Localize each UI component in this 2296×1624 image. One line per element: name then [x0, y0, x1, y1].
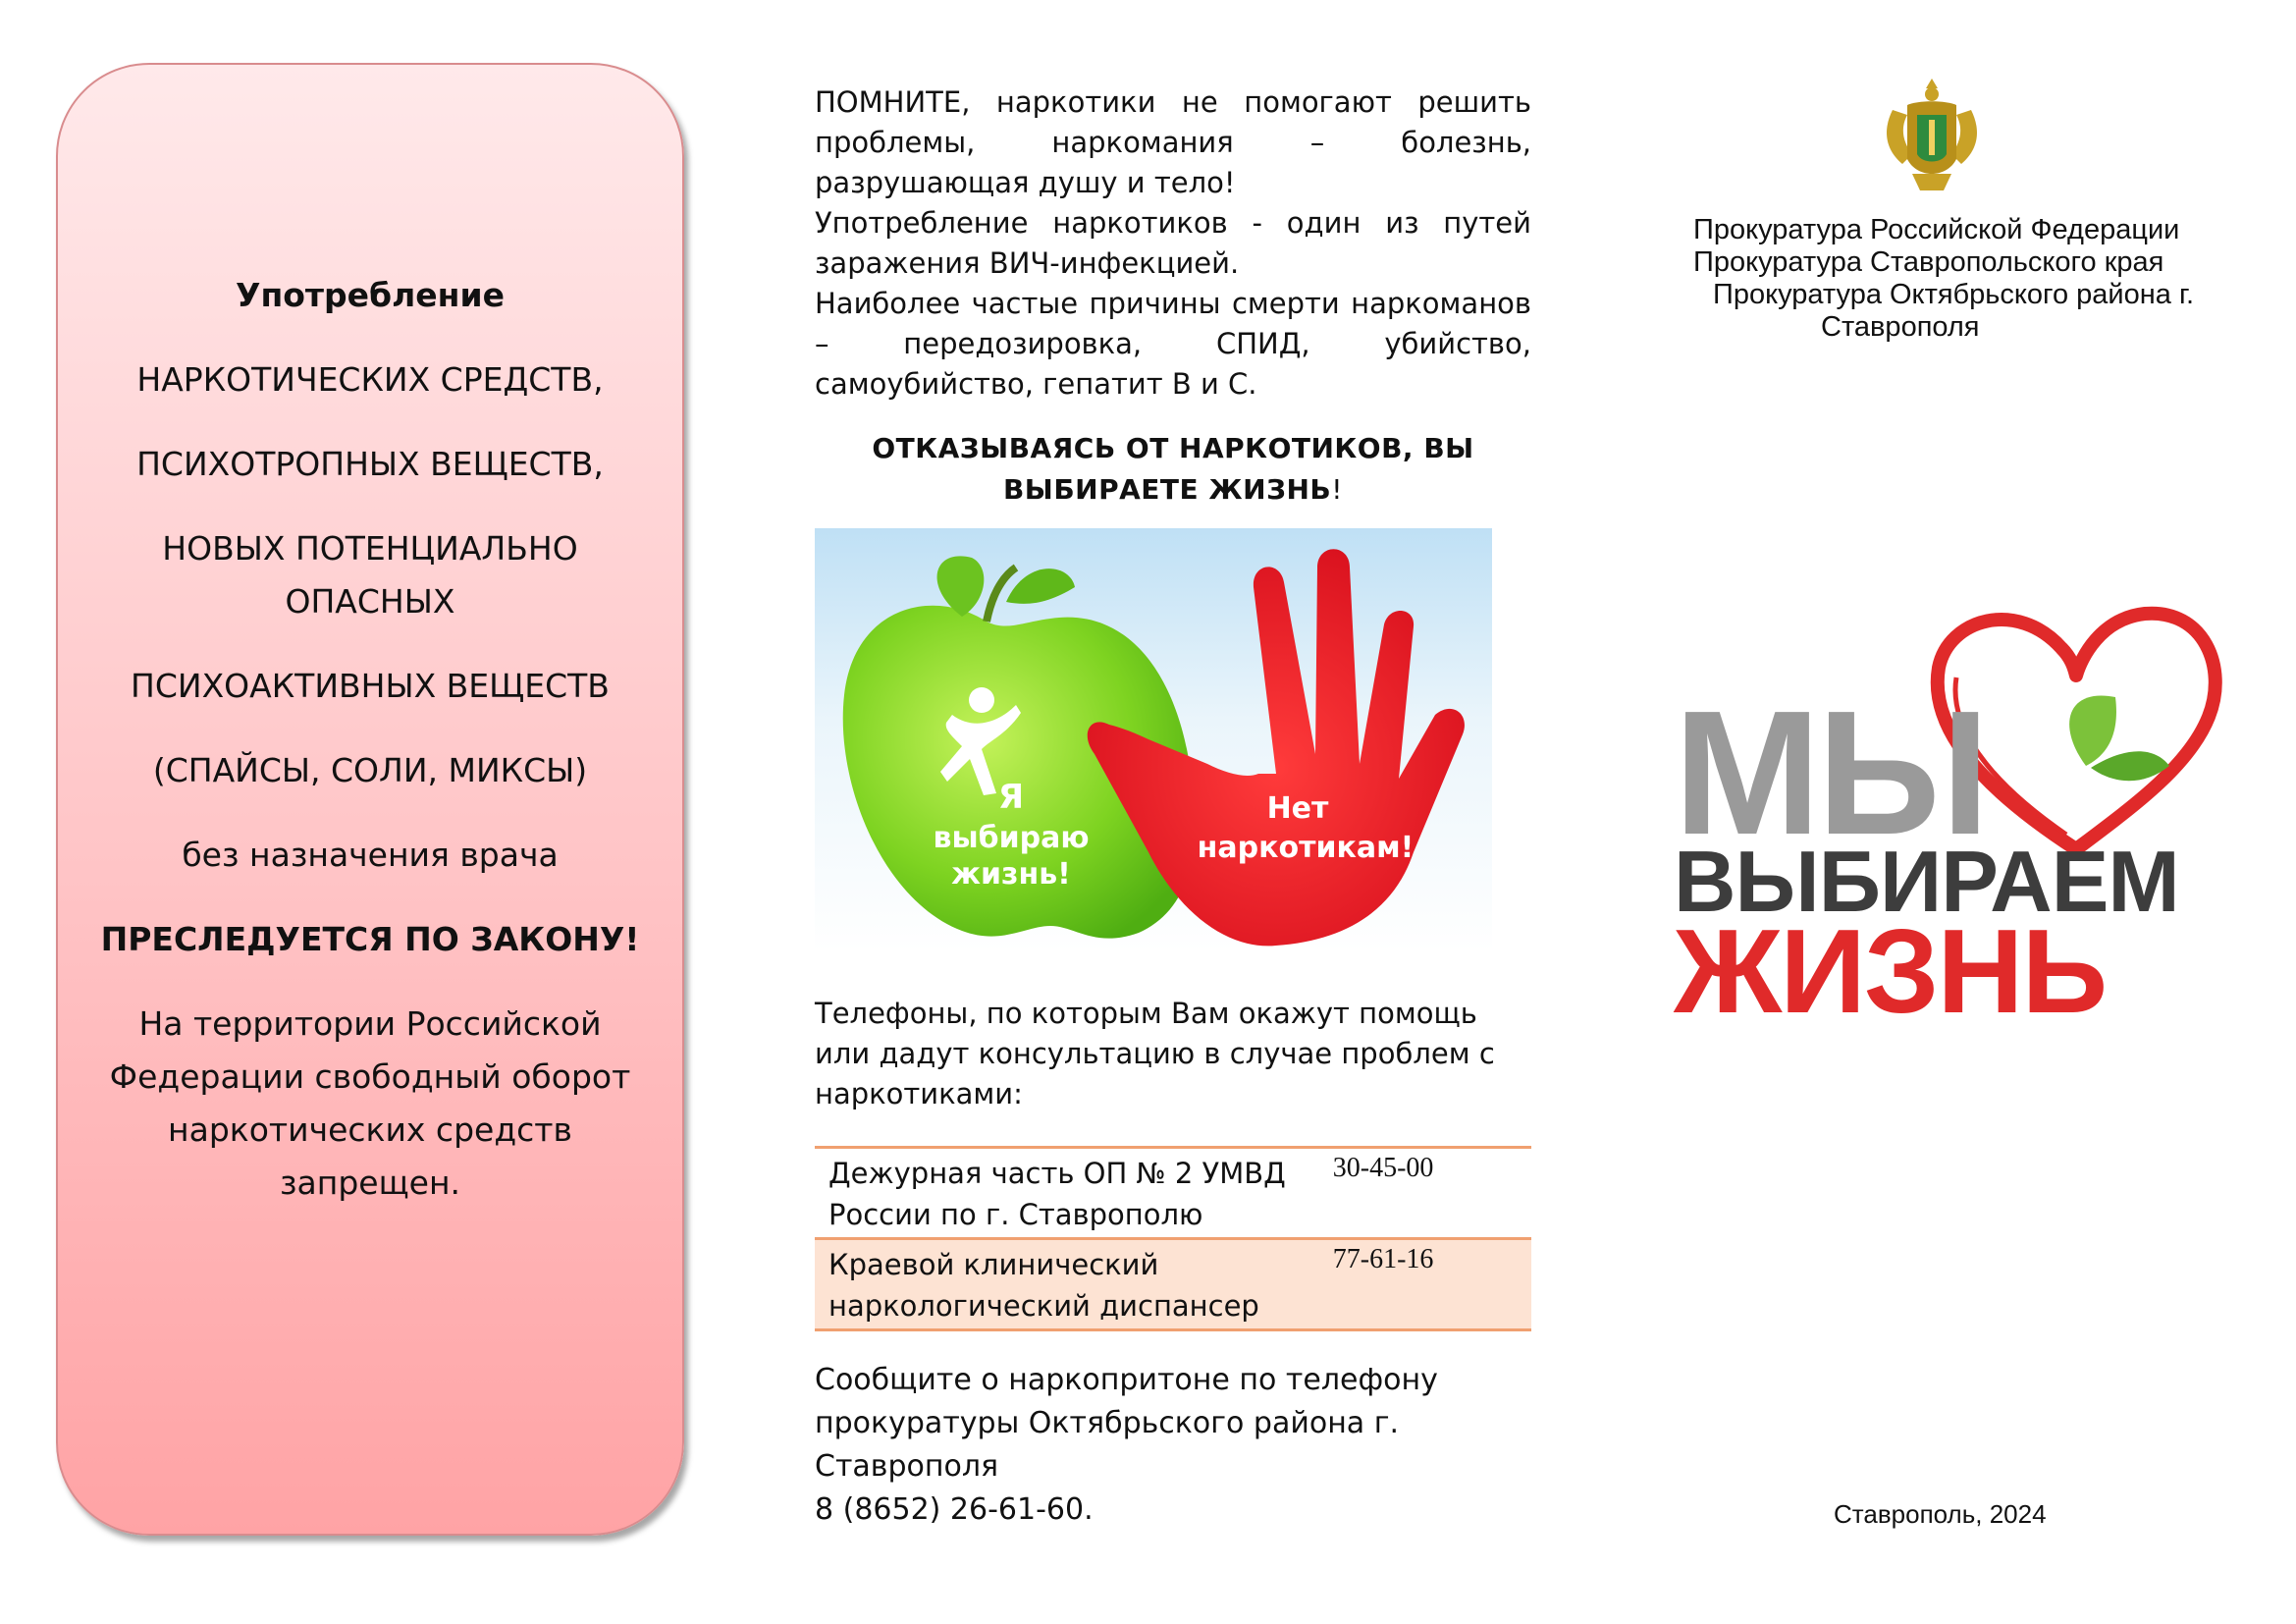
phone-name-cell: [815, 1148, 1319, 1239]
hand-text-2: наркотикам!: [1197, 831, 1415, 865]
intro-paragraph-causes: Наиболее частые причины смерти наркоманов – передозировка, СПИД, убийство, самоубийство, гепатит В и С.: [815, 287, 1531, 401]
panel-note-line: На территории Российской: [138, 1004, 602, 1043]
apple-text-1: Я: [997, 778, 1025, 817]
phone-number-cell: 77-61-16: [1319, 1239, 1531, 1330]
phone-name-line: наркологический диспансер: [828, 1289, 1259, 1323]
organization-block: [1693, 214, 2194, 344]
slogan: [815, 428, 1531, 511]
intro-paragraph-hiv: Употребление наркотиков - один из путей заражения ВИЧ-инфекцией.: [815, 206, 1531, 280]
we-choose-life-logo: [1674, 599, 2233, 1038]
table-row: [815, 1148, 1531, 1239]
report-line: прокуратуры Октябрьского района г. Ставрополя: [815, 1406, 1400, 1484]
panel-line-psychoactive: ПСИХОАКТИВНЫХ ВЕЩЕСТВ: [131, 667, 610, 705]
panel-note-line: Федерации свободный оборот: [109, 1057, 631, 1096]
phone-name-line: России по г. Ставрополю: [828, 1198, 1203, 1231]
panel-note-line: наркотических средств: [168, 1110, 572, 1149]
panel-line-prescription: без назначения врача: [182, 836, 559, 874]
org-line: Ставрополя: [1821, 311, 1980, 343]
leaf-icon: [2069, 695, 2116, 766]
panel-line-new-substances-b: ОПАСНЫХ: [285, 582, 455, 621]
middle-column: [815, 82, 1531, 1527]
phones-intro: Телефоны, по которым Вам окажут помощь или дадут консультацию в случае проблем с наркотиками:: [815, 997, 1495, 1110]
phone-number-cell: 30-45-00: [1319, 1148, 1531, 1239]
logo-word-choose: ВЫБИРАЕМ: [1674, 833, 2179, 930]
org-line: Прокуратура Октябрьского района г.: [1713, 279, 2195, 310]
left-info-panel: [56, 63, 684, 1536]
apple-text-3: жизнь!: [951, 857, 1071, 892]
logo-word-life: ЖИЗНЬ: [1674, 904, 2107, 1038]
panel-note-line: запрещен.: [279, 1164, 461, 1202]
panel-law-warning: ПРЕСЛЕДУЕТСЯ ПО ЗАКОНУ!: [100, 920, 640, 958]
phone-name-cell: [815, 1239, 1319, 1330]
report-line: Сообщите о наркопритоне по телефону: [815, 1363, 1438, 1397]
panel-note: [97, 998, 643, 1210]
slogan-line-2: ВЫБИРАЕТЕ ЖИЗНЬ: [1002, 473, 1332, 506]
table-row: [815, 1239, 1531, 1330]
panel-heading: Употребление: [236, 276, 505, 314]
report-text: [815, 1359, 1541, 1532]
panel-line-narcotics: НАРКОТИЧЕСКИХ СРЕДСТВ,: [136, 360, 604, 399]
phone-name-line: Дежурная часть ОП № 2 УМВД: [828, 1157, 1286, 1190]
intro-text: [815, 82, 1531, 405]
apple-hand-illustration: [815, 528, 1492, 952]
org-line: Прокуратура Российской Федерации: [1693, 214, 2180, 245]
apple-text-2: выбираю: [933, 821, 1090, 855]
phone-name-line: Краевой клинический: [828, 1248, 1159, 1281]
logo-word-we: МЫ: [1674, 675, 1987, 872]
prosecutor-emblem-icon: [1873, 71, 1991, 198]
intro-paragraph-remember: ПОМНИТЕ, наркотики не помогают решить проблемы, наркомания – болезнь, разрушающая душу и тело!: [815, 85, 1531, 199]
slogan-exclamation: !: [1331, 473, 1344, 506]
footer-place-year: Ставрополь, 2024: [1834, 1499, 2047, 1529]
slogan-line-1: ОТКАЗЫВАЯСЬ ОТ НАРКОТИКОВ, ВЫ: [872, 432, 1474, 464]
report-line: 8 (8652) 26-61-60.: [815, 1492, 1094, 1527]
panel-line-psychotropic: ПСИХОТРОПНЫХ ВЕЩЕСТВ,: [136, 445, 604, 483]
org-line: Прокуратура Ставропольского края: [1693, 246, 2164, 278]
phones-table: [815, 1146, 1531, 1331]
panel-line-new-substances: [97, 522, 643, 628]
left-panel-content: [97, 269, 643, 1241]
hand-text-1: Нет: [1266, 791, 1329, 826]
panel-line-new-substances-a: НОВЫХ ПОТЕНЦИАЛЬНО: [162, 529, 578, 568]
panel-line-spices: (СПАЙСЫ, СОЛИ, МИКСЫ): [152, 751, 588, 789]
